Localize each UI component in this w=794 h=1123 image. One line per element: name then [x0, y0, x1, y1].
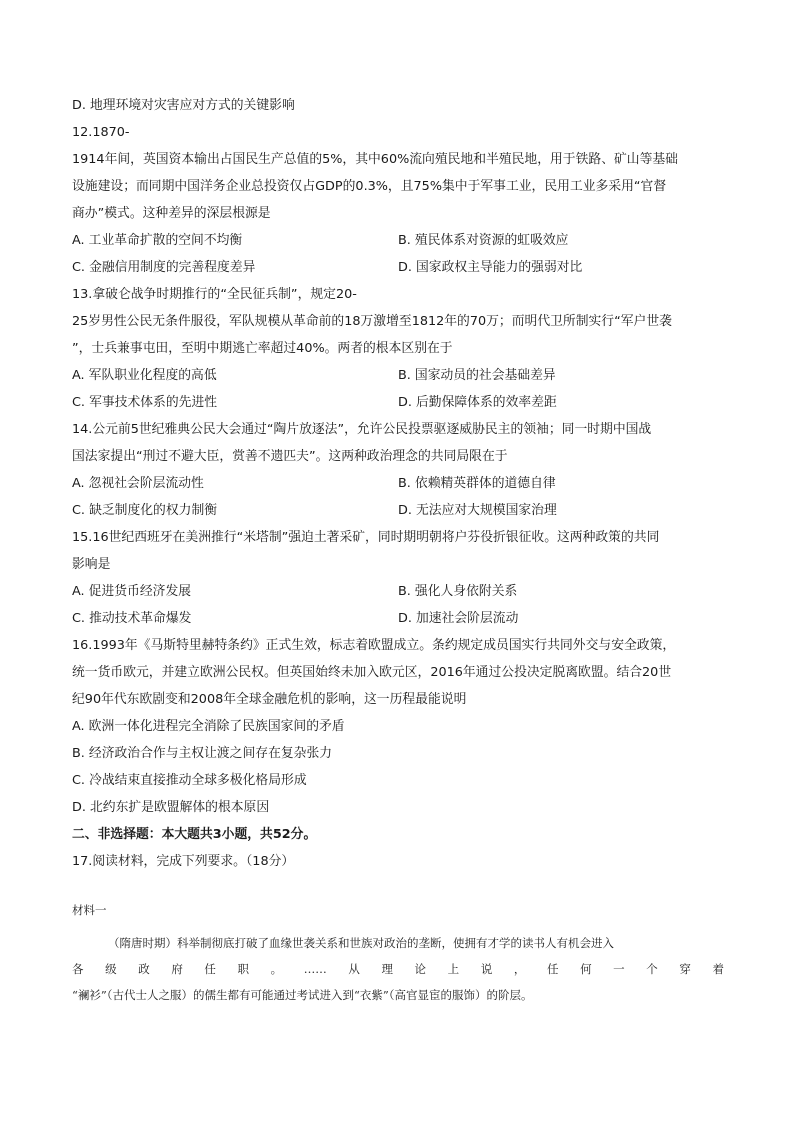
question-area — [72, 92, 724, 875]
q17-prompt: 17.阅读材料，完成下列要求。（18分） — [72, 854, 295, 869]
q16-option-b: B. 经济政治合作与主权让渡之间存在复杂张力 — [72, 746, 333, 761]
q13-stem-line-2: ”，士兵兼事屯田，至明中期逃亡率超过40%。两者的根本区别在于 — [72, 341, 453, 356]
q13-stem-line-1: 25岁男性公民无条件服役，军队规模从革命前的18万激增至1812年的70万；而明代卫所制实行“军户世袭 — [72, 314, 672, 329]
q14-stem-line-2: 国法家提出“刑过不避大臣，赏善不遗匹夫”。这两种政治理念的共同局限在于 — [72, 449, 508, 464]
q12-options-row-2 — [72, 254, 724, 281]
q15-options-row-1 — [72, 578, 724, 605]
q16-stem-line-2: 统一货币欧元，并建立欧洲公民权。但英国始终未加入欧元区，2016年通过公投决定脱离欧盟。结合20世 — [72, 665, 672, 680]
q12-stem-line-3: 商办”模式。这种差异的深层根源是 — [72, 206, 271, 221]
q12-stem-line-1: 1914年间，英国资本输出占国民生产总值的5%，其中60%流向殖民地和半殖民地，用于铁路、矿山等基础 — [72, 152, 678, 167]
q14-option-b: B. 依赖精英群体的道德自律 — [398, 476, 556, 491]
q13-option-a: A. 军队职业化程度的高低 — [72, 368, 217, 383]
q14-stem-line-1: 14.公元前5世纪雅典公民大会通过“陶片放逐法”，允许公民投票驱逐威胁民主的领袖；同一时期中国战 — [72, 422, 652, 437]
q15-option-b: B. 强化人身依附关系 — [398, 584, 518, 599]
material-block — [72, 900, 724, 1008]
q13-stem-line-0: 13.拿破仑战争时期推行的“全民征兵制”，规定20- — [72, 287, 357, 302]
q15-options-row-2 — [72, 605, 724, 632]
q12-options-row-1 — [72, 227, 724, 254]
q13-option-d: D. 后勤保障体系的效率差距 — [398, 395, 557, 410]
q14-option-d: D. 无法应对大规模国家治理 — [398, 503, 557, 518]
q11-option-d: D. 地理环境对灾害应对方式的关键影响 — [72, 98, 295, 113]
q15-stem-line-2: 影响是 — [72, 557, 111, 572]
q12-option-a: A. 工业革命扩散的空间不均衡 — [72, 233, 243, 248]
q15-stem-line-1: 15.16世纪西班牙在美洲推行“米塔制”强迫土著采矿，同时期明朝将户芬役折银征收。这两种政策的共同 — [72, 530, 660, 545]
material-title: 材料一 — [72, 903, 107, 917]
q15-option-d: D. 加速社会阶层流动 — [398, 611, 519, 626]
q15-option-c: C. 推动技术革命爆发 — [72, 611, 192, 626]
material-line-1: （隋唐时期）科举制彻底打破了血缘世袭关系和世族对政治的垄断，使拥有才学的读书人有机会进入 — [108, 936, 614, 950]
q12-option-b: B. 殖民体系对资源的虹吸效应 — [398, 233, 569, 248]
q13-option-c: C. 军事技术体系的先进性 — [72, 395, 218, 410]
material-line-3: “襕衫”（古代士人之服）的儒生都有可能通过考试进入到“衣紫”（高官显宦的服饰）的阶层。 — [72, 988, 533, 1002]
material-line-2: 各级政府任职。……从理论上说，任何一个穿着 — [72, 962, 724, 976]
q14-options-row-1 — [72, 470, 724, 497]
q14-options-row-2 — [72, 497, 724, 524]
q12-option-c: C. 金融信用制度的完善程度差异 — [72, 260, 256, 275]
q16-option-c: C. 冷战结束直接推动全球多极化格局形成 — [72, 773, 307, 788]
q13-options-row-1 — [72, 362, 724, 389]
q13-options-row-2 — [72, 389, 724, 416]
q14-option-c: C. 缺乏制度化的权力制衡 — [72, 503, 218, 518]
q14-option-a: A. 忽视社会阶层流动性 — [72, 476, 204, 491]
q16-option-d: D. 北约东扩是欧盟解体的根本原因 — [72, 800, 270, 815]
q12-option-d: D. 国家政权主导能力的强弱对比 — [398, 260, 583, 275]
q16-stem-line-3: 纪90年代东欧剧变和2008年全球金融危机的影响，这一历程最能说明 — [72, 692, 467, 707]
section-heading: 二、非选择题：本大题共3小题，共52分。 — [72, 827, 317, 842]
q16-stem-line-1: 16.1993年《马斯特里赫特条约》正式生效，标志着欧盟成立。条约规定成员国实行共同外交与安全政策， — [72, 638, 676, 653]
q13-option-b: B. 国家动员的社会基础差异 — [398, 368, 556, 383]
q12-number: 12.1870- — [72, 125, 130, 140]
q15-option-a: A. 促进货币经济发展 — [72, 584, 192, 599]
q12-stem-line-2: 设施建设；而同期中国洋务企业总投资仅占GDP的0.3%，且75%集中于军事工业，民用工业多采用“官督 — [72, 179, 667, 194]
q16-option-a: A. 欧洲一体化进程完全消除了民族国家间的矛盾 — [72, 719, 345, 734]
